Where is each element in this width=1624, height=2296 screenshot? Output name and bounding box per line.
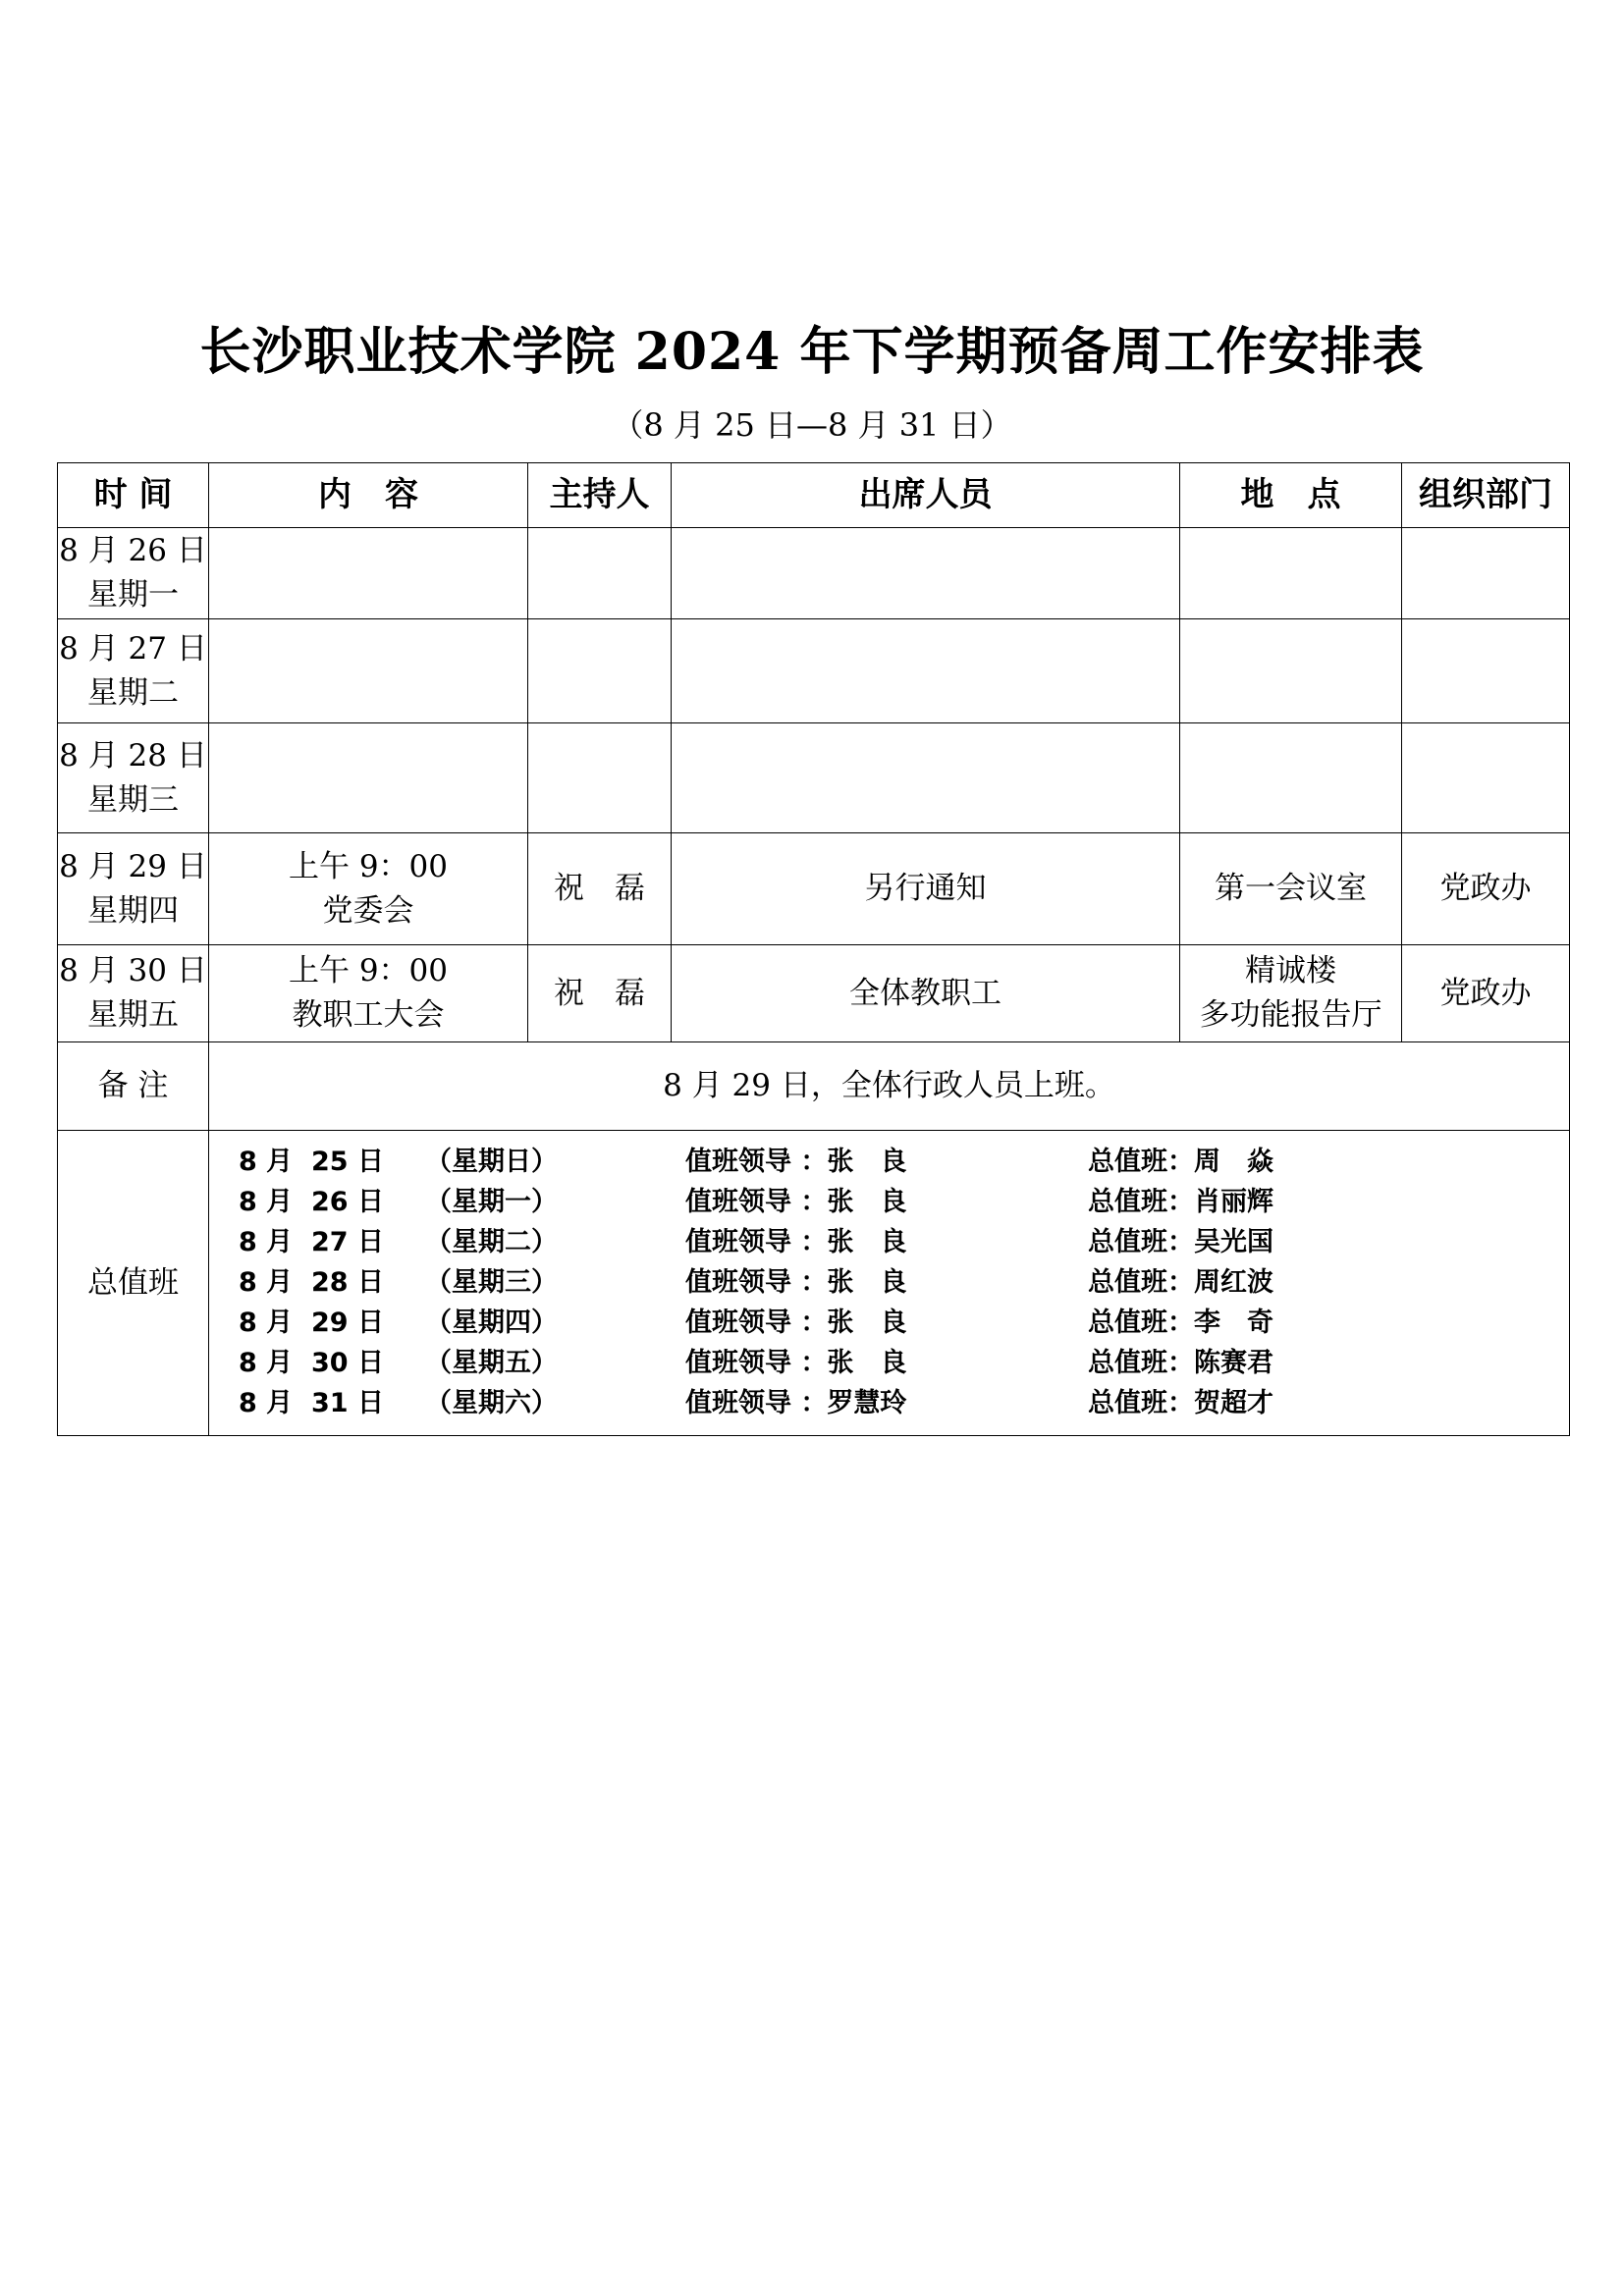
header-location: 地 点	[1180, 463, 1402, 528]
duty-leader: 值班领导 ：罗慧玲	[685, 1388, 907, 1419]
host-cell: 祝 磊	[528, 945, 672, 1042]
duty-total: 总值班：周红波	[1088, 1267, 1273, 1299]
duty-date: 8 月 28 日	[239, 1267, 384, 1299]
duty-leader: 值班领导 ：张 良	[685, 1267, 907, 1299]
duty-list	[209, 1133, 1569, 1434]
content-cell: 上午 9：00 党委会	[209, 833, 528, 945]
header-host: 主持人	[528, 463, 672, 528]
duty-entry	[209, 1223, 1569, 1263]
duty-entry	[209, 1183, 1569, 1223]
content-cell	[209, 723, 528, 833]
date-cell: 8 月 26 日 星期一	[58, 528, 209, 619]
department-cell: 党政办	[1402, 945, 1570, 1042]
date-cell: 8 月 28 日 星期三	[58, 723, 209, 833]
attendees-cell	[672, 619, 1180, 723]
duty-leader: 值班领导 ：张 良	[685, 1147, 907, 1178]
content-cell	[209, 619, 528, 723]
duty-list-cell	[209, 1131, 1570, 1436]
attendees-cell: 全体教职工	[672, 945, 1180, 1042]
duty-total: 总值班：贺超才	[1088, 1388, 1273, 1419]
duty-row	[58, 1131, 1570, 1436]
duty-leader: 值班领导 ：张 良	[685, 1308, 907, 1339]
table-row	[58, 528, 1570, 619]
table-row	[58, 723, 1570, 833]
location-cell: 第一会议室	[1180, 833, 1402, 945]
table-row	[58, 619, 1570, 723]
date-cell: 8 月 27 日 星期二	[58, 619, 209, 723]
note-label: 备 注	[58, 1042, 209, 1131]
duty-entry	[209, 1143, 1569, 1183]
department-cell	[1402, 723, 1570, 833]
duty-weekday: （星期六）	[425, 1388, 558, 1419]
attendees-cell	[672, 528, 1180, 619]
host-cell: 祝 磊	[528, 833, 672, 945]
duty-entry	[209, 1344, 1569, 1384]
duty-entry	[209, 1304, 1569, 1344]
duty-date: 8 月 29 日	[239, 1308, 384, 1339]
duty-total: 总值班：陈赛君	[1088, 1348, 1273, 1379]
note-text: 8 月 29 日，全体行政人员上班。	[209, 1042, 1570, 1131]
duty-weekday: （星期三）	[425, 1267, 558, 1299]
duty-date: 8 月 31 日	[239, 1388, 384, 1419]
duty-leader: 值班领导 ：张 良	[685, 1348, 907, 1379]
schedule-table	[57, 462, 1570, 1436]
duty-entry	[209, 1384, 1569, 1424]
host-cell	[528, 528, 672, 619]
duty-total: 总值班：肖丽辉	[1088, 1187, 1273, 1218]
duty-total: 总值班：吴光国	[1088, 1227, 1273, 1258]
duty-weekday: （星期日）	[425, 1147, 558, 1178]
duty-total: 总值班：李 奇	[1088, 1308, 1273, 1339]
department-cell	[1402, 528, 1570, 619]
attendees-cell: 另行通知	[672, 833, 1180, 945]
duty-weekday: （星期四）	[425, 1308, 558, 1339]
location-cell	[1180, 723, 1402, 833]
duty-weekday: （星期一）	[425, 1187, 558, 1218]
date-cell: 8 月 29 日 星期四	[58, 833, 209, 945]
header-department: 组织部门	[1402, 463, 1570, 528]
table-row	[58, 833, 1570, 945]
host-cell	[528, 619, 672, 723]
page-title: 长沙职业技术学院 2024 年下学期预备周工作安排表	[199, 322, 1425, 382]
header-attendees: 出席人员	[672, 463, 1180, 528]
table-row	[58, 945, 1570, 1042]
duty-total: 总值班：周 焱	[1088, 1147, 1273, 1178]
department-cell	[1402, 619, 1570, 723]
duty-leader: 值班领导 ：张 良	[685, 1227, 907, 1258]
header-time: 时 间	[58, 463, 209, 528]
duty-label: 总值班	[58, 1131, 209, 1436]
header-content: 内 容	[209, 463, 528, 528]
date-range-subtitle: （8 月 25 日—8 月 31 日）	[612, 406, 1012, 444]
duty-date: 8 月 30 日	[239, 1348, 384, 1379]
duty-weekday: （星期二）	[425, 1227, 558, 1258]
content-cell	[209, 528, 528, 619]
location-cell: 精诚楼 多功能报告厅	[1180, 945, 1402, 1042]
duty-date: 8 月 25 日	[239, 1147, 384, 1178]
host-cell	[528, 723, 672, 833]
date-cell: 8 月 30 日 星期五	[58, 945, 209, 1042]
location-cell	[1180, 528, 1402, 619]
duty-entry	[209, 1263, 1569, 1304]
duty-leader: 值班领导 ：张 良	[685, 1187, 907, 1218]
department-cell: 党政办	[1402, 833, 1570, 945]
duty-date: 8 月 27 日	[239, 1227, 384, 1258]
duty-date: 8 月 26 日	[239, 1187, 384, 1218]
header-row	[58, 463, 1570, 528]
location-cell	[1180, 619, 1402, 723]
note-row	[58, 1042, 1570, 1131]
attendees-cell	[672, 723, 1180, 833]
duty-weekday: （星期五）	[425, 1348, 558, 1379]
content-cell: 上午 9：00 教职工大会	[209, 945, 528, 1042]
